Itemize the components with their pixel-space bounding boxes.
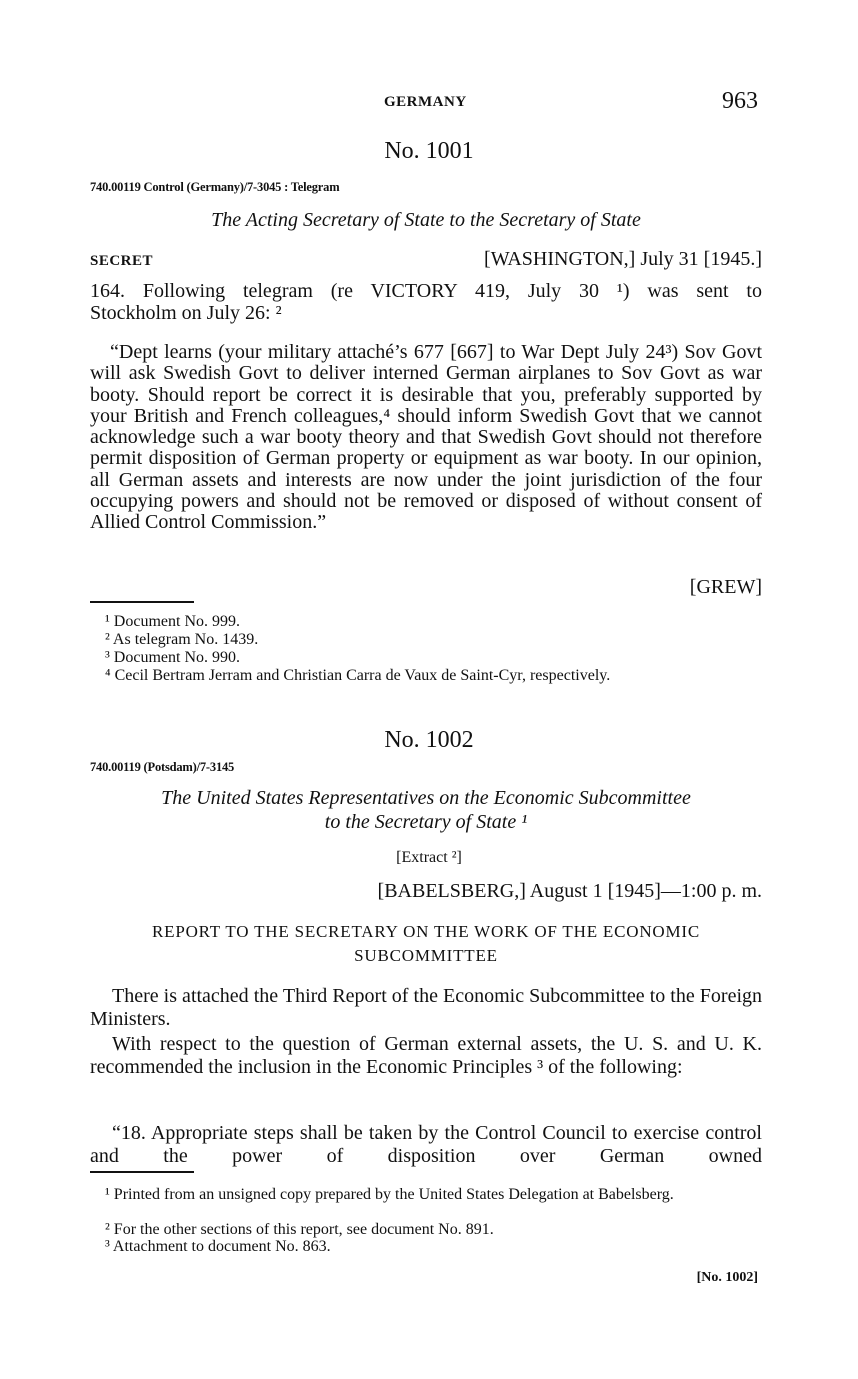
file-reference: 740.00119 Control (Germany)/7-3045 : Telegram: [90, 180, 340, 194]
footnote: ³ Document No. 990.: [105, 649, 240, 666]
report-heading: REPORT TO THE SECRETARY ON THE WORK OF THE ECONOMIC: [152, 922, 700, 941]
paragraph-line: Stockholm on July 26: ²: [90, 302, 282, 324]
footer-doc-ref: [No. 1002]: [696, 1270, 758, 1285]
footnote: ³ Attachment to document No. 863.: [105, 1238, 331, 1255]
body-paragraph: “18. Appropriate steps shall be taken by the Control Council to exercise control and the power of disposition over German owned: [90, 1122, 762, 1167]
footnote: ² As telegram No. 1439.: [105, 631, 259, 648]
document-title: The Acting Secretary of State to the Secretary of State: [211, 209, 641, 231]
body-paragraph: There is attached the Third Report of the Economic Subcommittee to the Foreign Ministers.: [90, 985, 762, 1030]
footnote: ² For the other sections of this report, see document No. 891.: [105, 1221, 494, 1238]
document-title: The United States Representatives on the Economic Subcommittee: [161, 787, 691, 809]
footnote: ⁴ Cecil Bertram Jerram and Christian Carra de Vaux de Saint-Cyr, respectively.: [105, 667, 611, 684]
document-number: No. 1002: [384, 727, 474, 753]
body-paragraph: With respect to the question of German external assets, the U. S. and U. K. recommended the inclusion in the Economic Principles ³ of the following:: [90, 1033, 762, 1078]
signature: [GREW]: [689, 576, 762, 598]
footnote: ¹ Document No. 999.: [105, 613, 240, 630]
telegram-quote: “Dept learns (your military attaché’s 677 [667] to War Dept July 24³) Sov Govt will ask Swedish Govt to deliver interned German airplanes to Sov Govt as war booty. Should report be correct it is desirable that you, preferably supported by your British and French colleagues,⁴ should inform Swedish Govt that we cannot acknowledge such a war booty theory and that Swedish Govt should not therefore permit disposition of German property or equipment as war booty. In our opinion, all German assets and interests are now under the joint jurisdiction of the four occupying powers and should not be removed or disposed of without consent of Allied Control Commission.”: [90, 341, 762, 534]
footnote: ¹ Printed from an unsigned copy prepared by the United States Delegation at Babelsberg.: [105, 1186, 674, 1203]
footnote-divider: [90, 601, 194, 603]
page-number: 963: [722, 88, 758, 114]
document-number: No. 1001: [384, 138, 474, 164]
report-heading: SUBCOMMITTEE: [354, 946, 498, 965]
footnote-divider: [90, 1171, 194, 1173]
dateline: [WASHINGTON,] July 31 [1945.]: [484, 248, 762, 270]
paragraph-line: 164. Following telegram (re VICTORY 419, July 30 ¹) was sent to: [90, 280, 762, 302]
running-header-title: GERMANY: [384, 94, 467, 110]
document-title: to the Secretary of State ¹: [324, 811, 528, 833]
file-reference: 740.00119 (Potsdam)/7-3145: [90, 760, 235, 774]
dateline: [BABELSBERG,] August 1 [1945]—1:00 p. m.: [377, 880, 762, 902]
classification-label: SECRET: [90, 253, 154, 269]
extract-label: [Extract ²]: [396, 849, 462, 866]
